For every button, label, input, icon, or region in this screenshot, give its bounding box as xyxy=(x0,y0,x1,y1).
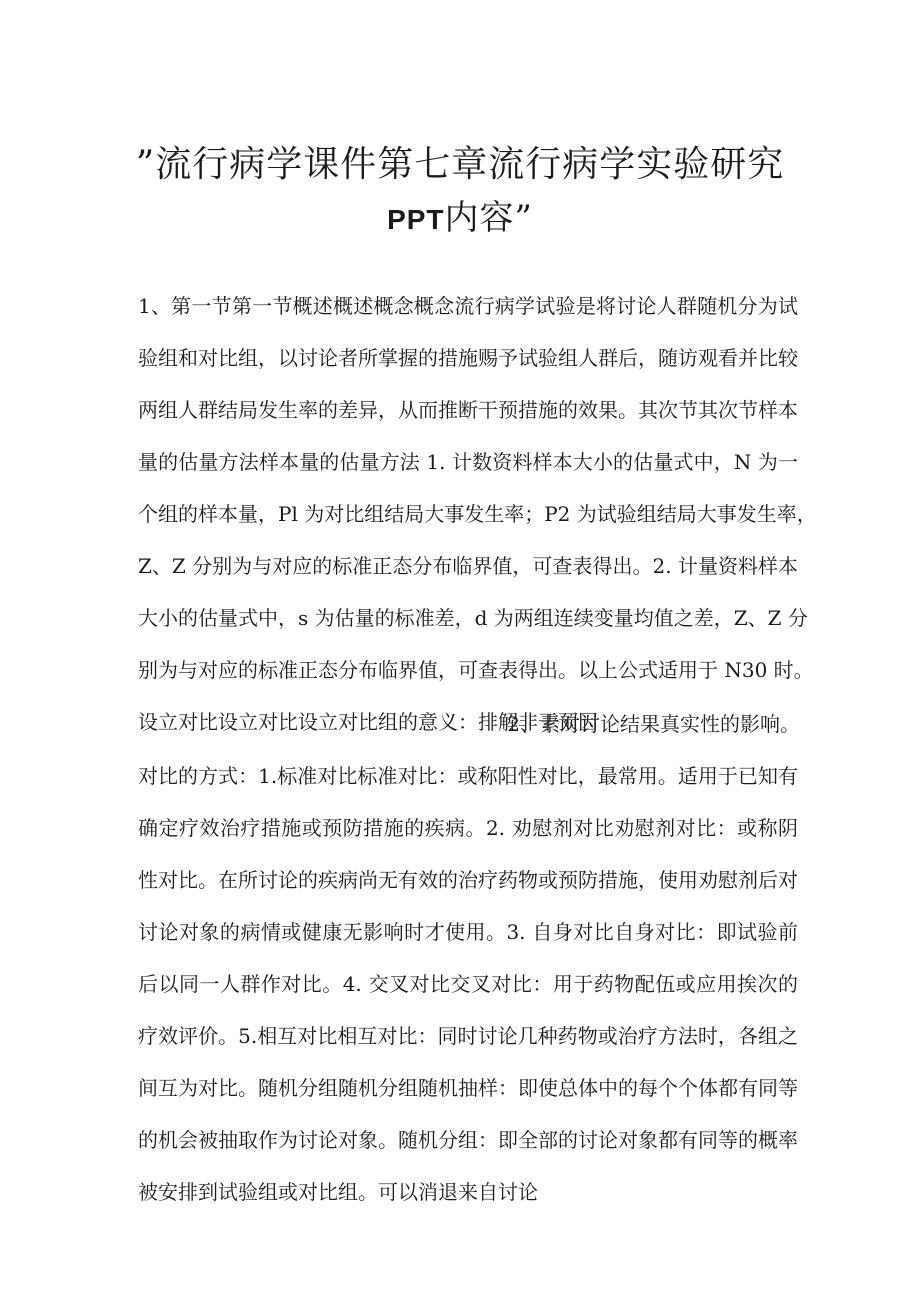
title-rest-part: 内容” xyxy=(444,198,533,238)
paragraph-3-line: 讨论对象的病情或健康无影响时才使用。3. 自身对比自身对比：即试验前 xyxy=(138,920,798,944)
paragraph-2: 2、素对讨论结果真实性的影响。 xyxy=(507,712,800,736)
paragraph-3-line: 确定疗效治疗措施或预防措施的疾病。2. 劝慰剂对比劝慰剂对比：或称阴 xyxy=(138,816,798,840)
paragraph-1-line: 验组和对比组，以讨论者所掌握的措施赐予试验组人群后，随访观看并比较 xyxy=(138,346,798,370)
paragraph-1-line: 别为与对应的标准正态分布临界值，可查表得出。以上公式适用于 N30 时。 xyxy=(138,658,814,682)
paragraph-3-line: 的机会被抽取作为讨论对象。随机分组：即全部的讨论对象都有同等的概率 xyxy=(138,1128,798,1152)
paragraph-1-line: 个组的样本量，Pl 为对比组结局大事发生率；P2 为试验组结局大事发生率， xyxy=(138,502,817,526)
paragraph-3-line: 性对比。在所讨论的疾病尚无有效的治疗药物或预防措施，使用劝慰剂后对 xyxy=(138,868,798,892)
paragraph-1-line: Z、Z 分别为与对应的标准正态分布临界值，可查表得出。2. 计量资料样本 xyxy=(138,554,798,578)
paragraph-1-line: 1、第一节第一节概述概述概念概念流行病学试验是将讨论人群随机分为试 xyxy=(138,294,798,318)
paragraph-1-line: 两组人群结局发生率的差异，从而推断干预措施的效果。其次节其次节样本 xyxy=(138,398,798,422)
paragraph-1-line: 大小的估量式中，s 为估量的标准差，d 为两组连续变量均值之差，Z、Z 分 xyxy=(138,606,808,630)
paragraph-3-line: 被安排到试验组或对比组。可以消退来自讨论 xyxy=(138,1180,538,1204)
paragraph-3-line: 后以同一人群作对比。4. 交叉对比交叉对比：用于药物配伍或应用挨次的 xyxy=(138,972,798,996)
paragraph-3-line: 对比的方式：1.标准对比标准对比：或称阳性对比，最常用。适用于已知有 xyxy=(138,764,798,788)
paragraph-3 xyxy=(138,750,798,1218)
paragraph-1 xyxy=(138,280,817,748)
paragraph-1-line: 量的估量方法样本量的估量方法 1. 计数资料样本大小的估量式中，N 为一 xyxy=(138,450,798,474)
paragraph-3-line: 间互为对比。随机分组随机分组随机抽样：即使总体中的每个个体都有同等 xyxy=(138,1076,798,1100)
paragraph-1-line: 设立对比设立对比设立对比组的意义：排解非干预因 xyxy=(138,710,598,734)
document-title-line-1: ”流行病学课件第七章流行病学实验研究 xyxy=(135,144,785,185)
title-latin-part: PPT xyxy=(387,204,445,235)
document-title-line-2 xyxy=(120,190,800,239)
paragraph-3-line: 疗效评价。5.相互对比相互对比：同时讨论几种药物或治疗方法时，各组之 xyxy=(138,1024,798,1048)
